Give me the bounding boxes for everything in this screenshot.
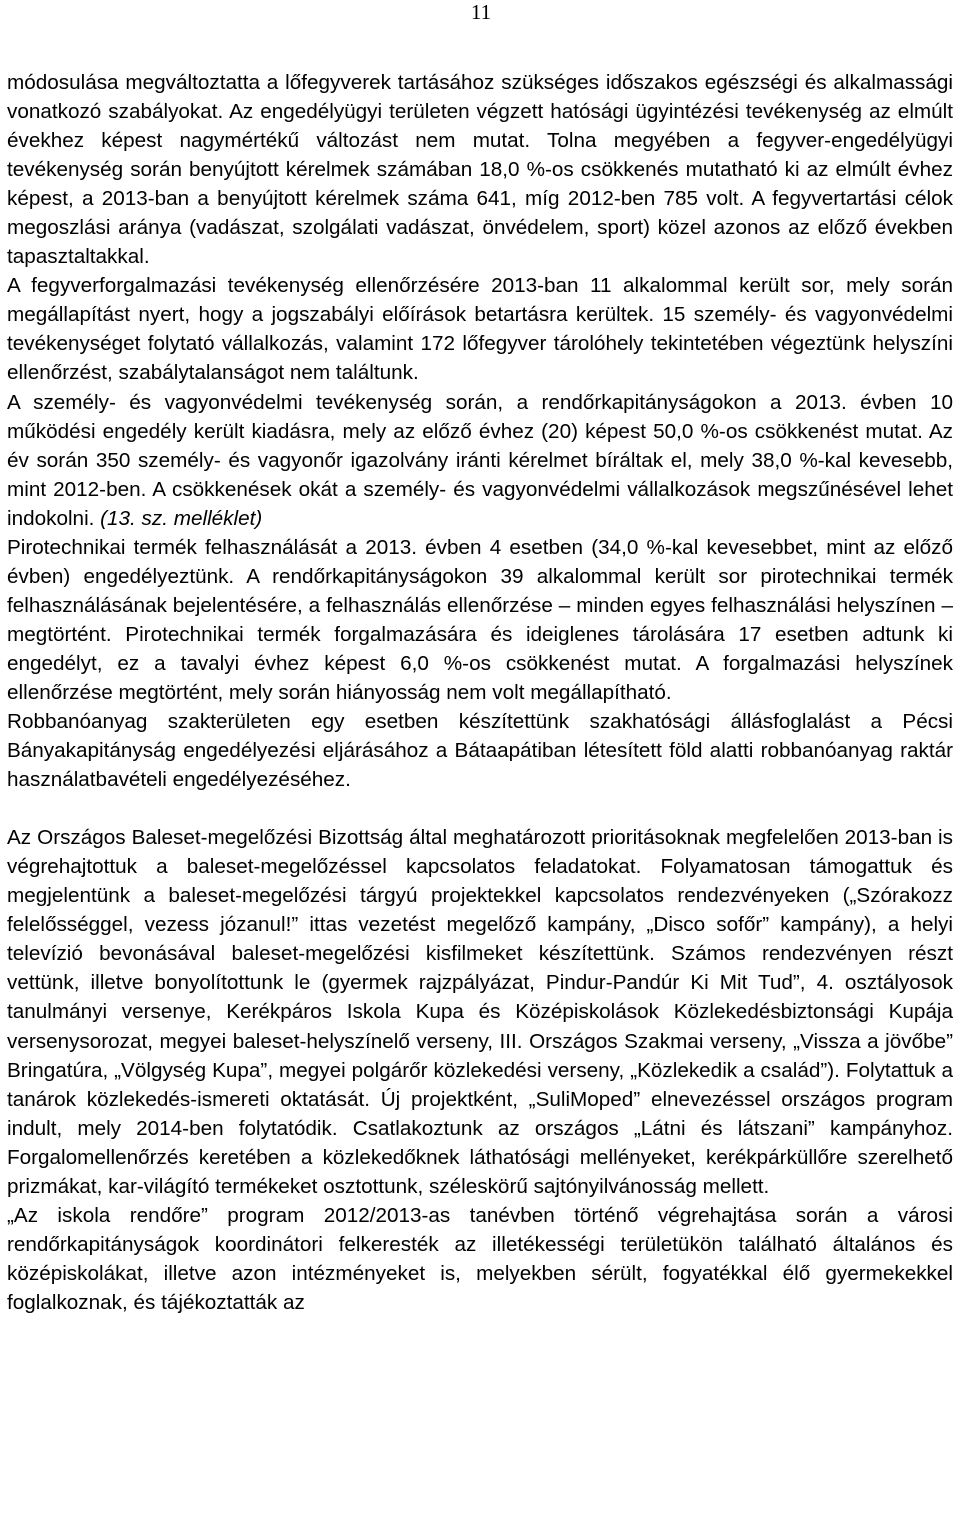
document-body (7, 68, 953, 1317)
paragraph-firearms-licensing: módosulása megváltoztatta a lőfegyverek tartásához szükséges időszakos egészségi és alkalmassági vonatkozó szabályokat. Az engedélyügyi területen végzett hatósági ügyintézési tevékenység az elmúlt évekhez képest nagymértékű változást nem mutat. Tolna megyében a fegyver-engedélyügyi tevékenység során benyújtott kérelmek számában 18,0 %-os csökkenés mutatható ki az elmúlt évhez képest, a 2013-ban a benyújtott kérelmek száma 641, míg 2012-ben 785 volt. A fegyvertartási célok megoszlási aránya (vadászat, szolgálati vadászat, önvédelem, sport) közel azonos az előző években tapasztaltakkal. (7, 71, 953, 269)
paragraph-accident-prevention: Az Országos Baleset-megelőzési Bizottság által meghatározott prioritásoknak megfelelően 2013-ban is végrehajtottuk a baleset-megelőzéssel kapcsolatos feladatokat. Folyamatosan támogattuk és megjelentünk a baleset-megelőzési tárgyú projektekkel kapcsolatos rendezvényeken („Szórakozz felelősséggel, vezess józanul!” ittas vezetést megelőző kampány, „Disco sofőr” kampány), a helyi televízió bevonásával baleset-megelőzési kisfilmeket készítettünk. Számos rendezvényen részt vettünk, illetve bonyolítottunk le (gyermek rajzpályázat, Pindur-Pandúr Ki Mit Tud”, 4. osztályosok tanulmányi versenye, Kerékpáros Iskola Kupa és Középiskolások Közlekedésbiztonsági Kupája versenysorozat, megyei baleset-helyszínelő verseny, III. Országos Szakmai verseny, „Vissza a jövőbe” Bringatúra, „Völgység Kupa”, megyei polgárőr közlekedési verseny, „Közlekedik a család”). Folytattuk a tanárok közlekedés-ismereti oktatását. Új projektként, „SuliMoped” elnevezéssel országos program indult, mely 2014-ben folytatódik. Csatlakoztunk az országos „Látni és látszani” kampányhoz. Forgalomellenőrzés keretében a közlekedőknek láthatósági mellényeket, kerékpárküllőre szerelhető prizmákat, kar-világító termékeket osztottunk, széleskörű sajtónyilvánosság mellett. (7, 826, 953, 1198)
paragraph-security-services-text: A személy- és vagyonvédelmi tevékenység során, a rendőrkapitányságokon a 2013. évben 10 működési engedély került kiadásra, mely az előző évhez (20) képest 50,0 %-os csökkenést mutat. Az év során 350 személy- és vagyonőr igazolvány iránti kérelmet bíráltak el, mely 38,0 %-kal kevesebb, mint 2012-ben. A csökkenések okát a személy- és vagyonvédelmi vállalkozások megszűnésével lehet indokolni. (7, 390, 953, 530)
paragraph-firearms-trade-inspection: A fegyverforgalmazási tevékenység ellenőrzésére 2013-ban 11 alkalommal került sor, mely során megállapítást nyert, hogy a jogszabályi előírások betartásra kerültek. 15 személy- és vagyonvédelmi tevékenységet folytató vállalkozás, valamint 172 lőfegyver tárolóhely tekintetében végeztünk helyszíni ellenőrzést, szabálytalanságot nem találtunk. (7, 274, 953, 385)
paragraph-pyrotechnics: Pirotechnikai termék felhasználását a 2013. évben 4 esetben (34,0 %-kal kevesebbet, mint az előző évben) engedélyeztünk. A rendőrkapitányságokon 39 alkalommal került sor pirotechnikai termék felhasználásának bejelentésére, a felhasználás ellenőrzése – minden egyes felhasználási helyszínen – megtörtént. Pirotechnikai termék forgalmazására és ideiglenes tárolására 17 esetben adtunk ki engedélyt, ez a tavalyi évhez képest 6,0 %-os csökkenést mutat. A forgalmazási helyszínek ellenőrzése megtörtént, mely során hiányosság nem volt megállapítható. (7, 535, 953, 704)
paragraph-security-services (7, 388, 953, 533)
paragraph-explosives: Robbanóanyag szakterületen egy esetben készítettünk szakhatósági állásfoglalást a Pécsi Bányakapitányság engedélyezési eljárásához a Bátaapátiban létesített föld alatti robbanóanyag raktár használatbavételi engedélyezéséhez. (7, 710, 953, 792)
page-number: 11 (470, 0, 492, 24)
paragraph-school-police: „Az iskola rendőre” program 2012/2013-as tanévben történő végrehajtása során a városi rendőrkapitányságok koordinátori felkeresték az illetékességi területükön található általános és középiskolákat, illetve azon intézményeket is, melyekben sérült, fogyatékkal élő gyermekekkel foglalkoznak, és tájékoztatták az (7, 1203, 953, 1314)
annex-reference: (13. sz. melléklet) (100, 506, 263, 530)
